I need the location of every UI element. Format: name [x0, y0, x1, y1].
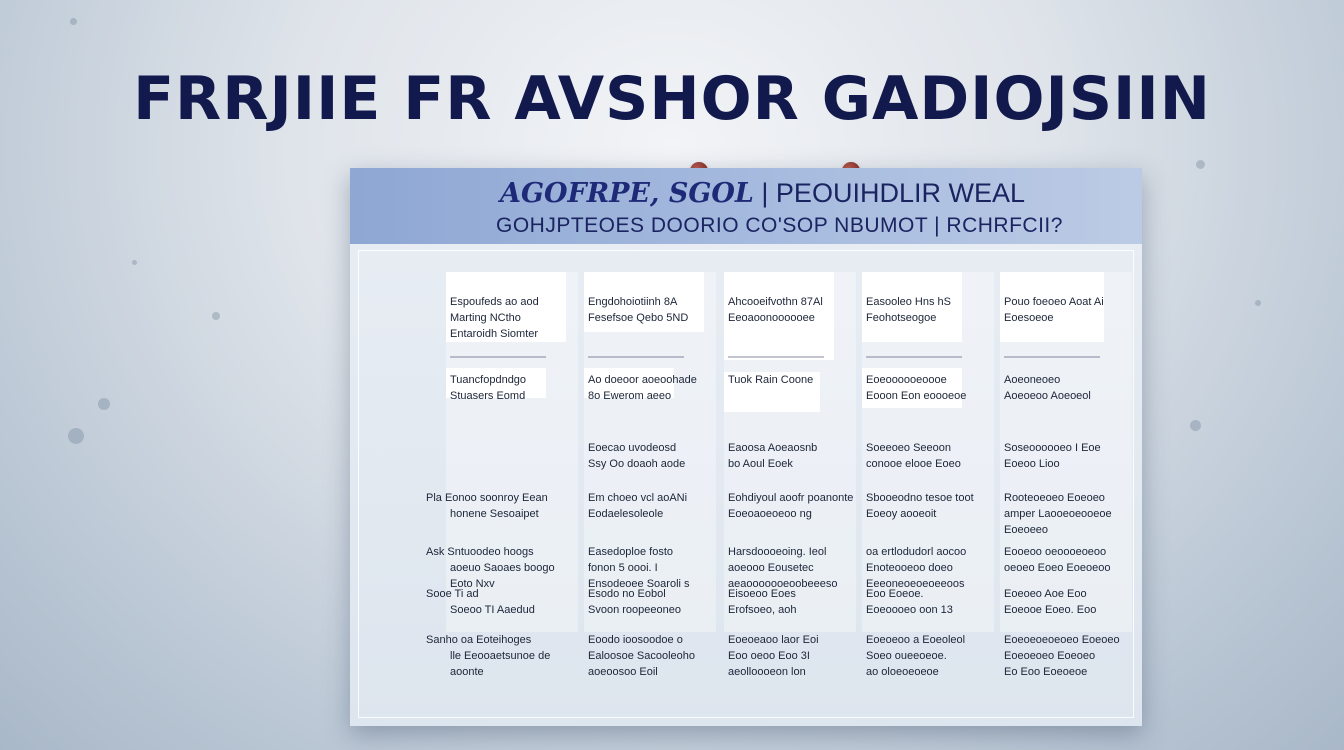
- notice-text-line: aoonte: [450, 666, 484, 678]
- board-header: [350, 168, 1142, 244]
- notice-text-line: Marting NCtho: [450, 312, 521, 324]
- notice-text-line: Ensodeoee Soaroli s: [588, 578, 690, 590]
- notice-text-line: Eoecao uvodeosd: [588, 442, 677, 454]
- background-speck: [212, 312, 220, 320]
- bulletin-board: [350, 168, 1142, 726]
- background-speck: [70, 18, 77, 25]
- header-title: | PEOUIHDLIR WEAL: [761, 178, 1025, 208]
- header-line-1: [500, 178, 1025, 209]
- notice-text-line: oeoeo Eoeo Eoeoeoo: [1004, 562, 1111, 574]
- notice-text-line: Ahcooeifvothn 87Al: [728, 296, 823, 308]
- notice-text-line: aoeoosoo Eoil: [588, 666, 658, 678]
- background-speck: [1196, 160, 1205, 169]
- header-line-2: GOHJPTEOES DOORIO CO'SOP NBUMOT | RCHRFCII?: [496, 214, 1063, 237]
- schedule-column: [862, 272, 994, 678]
- notice-text-line: Eooon Eon eoooeoe: [866, 390, 967, 402]
- notice-text-line: Eoeoooeo oon 13: [866, 604, 953, 616]
- column-divider: [450, 356, 546, 358]
- schedule-column: [724, 272, 856, 678]
- notice-text-line: Fesefsoe Qebo 5ND: [588, 312, 689, 324]
- schedule-column: [584, 272, 716, 678]
- notice-text-line: lle Eeooaetsunoe de: [450, 650, 551, 662]
- notice-text-line: aoeooo Eousetec: [728, 562, 814, 574]
- notice-text-line: Eoo Eoeoe.: [866, 588, 924, 600]
- column-divider: [1004, 356, 1100, 358]
- background-speck: [1255, 300, 1261, 306]
- notice-text-line: Erofsoeo, aoh: [728, 604, 797, 616]
- notice-text-line: Pouo foeoeo Aoat Ai: [1004, 296, 1104, 308]
- notice-text-line: Enoteooeoo doeo: [866, 562, 953, 574]
- notice-text-line: aeaooooooeoobeeeso: [728, 578, 838, 590]
- background-speck: [98, 398, 110, 410]
- notice-text-line: Engdohoiotiinh 8A: [588, 296, 678, 308]
- notice-text-line: Soeeoeo Seeoon: [866, 442, 952, 454]
- notice-text-line: Eeeoneoeoeoeeoos: [866, 578, 965, 590]
- schedule-column: [1000, 272, 1132, 678]
- notice-text-line: Eoeoeeo: [1004, 524, 1049, 536]
- notice-text-line: Espoufeds ao aod: [450, 296, 539, 308]
- column-divider: [588, 356, 684, 358]
- notice-text-line: Eoeoo Lioo: [1004, 458, 1060, 470]
- notice-text-line: Easooleo Hns hS: [866, 296, 951, 308]
- notice-text-line: Eisoeoo Eoes: [728, 588, 796, 600]
- headline: FRRJIIE FR AVSHOR GADIOJSIIN: [133, 64, 1211, 134]
- notice-text-line: bo Aoul Eoek: [728, 458, 793, 470]
- notice-text-line: Eoto Nxv: [450, 578, 495, 590]
- notice-text-line: Eoo oeoo Eoo 3I: [728, 650, 810, 662]
- notice-text-line: Soeoo TI Aaedud: [450, 604, 535, 616]
- background-speck: [1190, 420, 1201, 431]
- notice-text-line: fonon 5 oooi. I: [588, 562, 658, 574]
- notice-text-line: Sooe Ti ad: [426, 588, 479, 600]
- notice-text-line: Eaoosa Aoeaosnb: [728, 442, 818, 454]
- notice-text-line: Eeoaoonoooooee: [728, 312, 815, 324]
- notice-text-line: Eoeoaoeoeoo ng: [728, 508, 812, 520]
- notice-text-line: oa ertlodudorl aocoo: [866, 546, 967, 558]
- notice-text-line: Eo Eoo Eoeoeoe: [1004, 666, 1088, 678]
- notice-text-line: conooe elooe Eoeo: [866, 458, 961, 470]
- notice-text-line: Eodaelesoleole: [588, 508, 664, 520]
- background-speck: [132, 260, 137, 265]
- background-speck: [68, 428, 84, 444]
- notice-text-line: amper Laooeoeooeoe: [1004, 508, 1112, 520]
- notice-text-line: Entaroidh Siomter: [450, 328, 539, 340]
- notice-text-line: Ao doeoor aoeoohade: [588, 374, 697, 386]
- notice-text-line: Eoeoeoo a Eoeoleol: [866, 634, 966, 646]
- notice-text-line: Eoeoeaoo laor Eoi: [728, 634, 819, 646]
- notice-text-line: Eoeoy aooeoit: [866, 508, 937, 520]
- notice-text-line: Em choeo vcl aoANi: [588, 492, 688, 504]
- notice-text-line: Tuok Rain Coone: [728, 374, 814, 386]
- notice-text-line: aoeuo Saoaes boogo: [450, 562, 555, 574]
- notice-text-line: Sanho oa Eoteihoges: [426, 634, 532, 646]
- notice-text-line: Eoesoeoe: [1004, 312, 1054, 324]
- notice-text-line: Eohdiyoul aoofr poanonte: [728, 492, 854, 504]
- notice-text-line: Harsdoooeoing. Ieol: [728, 546, 827, 558]
- notice-text-line: Tuancfopdndgo: [450, 374, 527, 386]
- notice-text-line: Stuasers Eomd: [450, 390, 526, 402]
- notice-text-line: Soseoooooeo I Eoe: [1004, 442, 1101, 454]
- schedule-column: [426, 272, 578, 678]
- notice-text-line: Ask Sntuoodeo hoogs: [426, 546, 534, 558]
- notice-text-line: Ealoosoe Sacooleoho: [588, 650, 696, 662]
- notice-text-line: Soeo oueeoeoe.: [866, 650, 947, 662]
- notice-text-line: Eoeooe Eoeo. Eoo: [1004, 604, 1097, 616]
- notice-text-line: Eoeoeoeo Eoeoeo: [1004, 650, 1096, 662]
- notice-text-line: Eoeoooooeoooe: [866, 374, 947, 386]
- notice-text-line: Eoeoeo Aoe Eoo: [1004, 588, 1087, 600]
- notice-text-line: Aoeoeoo Aoeoeol: [1004, 390, 1091, 402]
- notice-text-line: aeolloooeon lon: [728, 666, 806, 678]
- notice-text-line: 8o Ewerom aeeo: [588, 390, 672, 402]
- column-divider: [866, 356, 962, 358]
- notice-text-line: ao oloeoeoeoe: [866, 666, 939, 678]
- notice-text-line: Eoodo ioosoodoe o: [588, 634, 683, 646]
- notice-text-line: Eooeoo oeoooeoeoo: [1004, 546, 1107, 558]
- notice-text-line: honene Sesoaipet: [450, 508, 539, 520]
- notice-text-line: Easedoploe fosto: [588, 546, 674, 558]
- notice-text-line: Sbooeodno tesoe toot: [866, 492, 974, 504]
- notice-text-line: Aoeoneoeo: [1004, 374, 1061, 386]
- notice-text-line: Pla Eonoo soonroy Eean: [426, 492, 548, 504]
- notice-text-line: Rooteoeoeo Eoeoeo: [1004, 492, 1105, 504]
- column-divider: [728, 356, 824, 358]
- notice-text-line: Feohotseogoe: [866, 312, 937, 324]
- notice-text-line: Svoon roopeeoneo: [588, 604, 681, 616]
- notice-text-line: Esodo no Eobol: [588, 588, 666, 600]
- notice-text-line: Eoeoeoeoeoeo Eoeoeo: [1004, 634, 1120, 646]
- notice-text-line: Ssy Oo doaoh aode: [588, 458, 686, 470]
- header-script: AGOFRPE, SGOL: [500, 178, 754, 209]
